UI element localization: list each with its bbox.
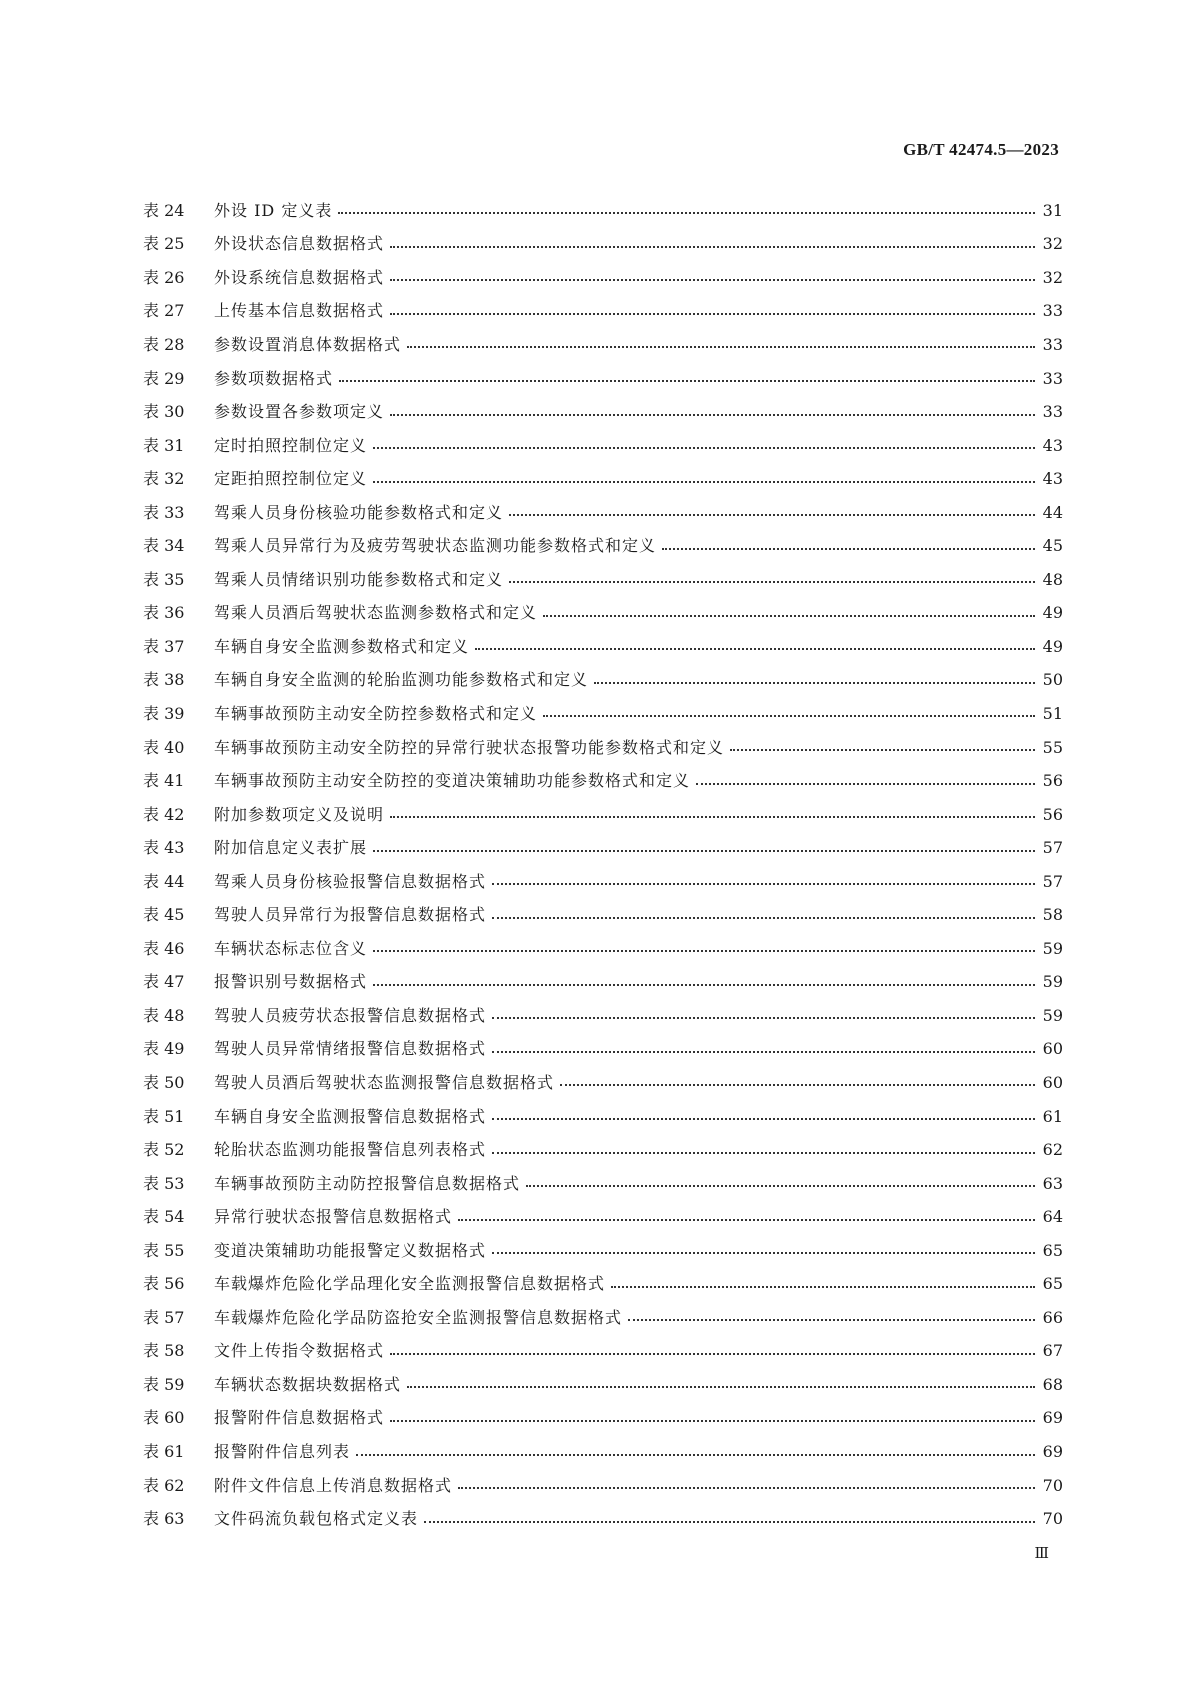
- toc-leader-dots: [526, 1184, 1035, 1187]
- toc-leader-dots: [390, 1419, 1035, 1422]
- toc-leader-dots: [730, 748, 1035, 751]
- toc-entry[interactable]: [143, 529, 1063, 563]
- toc-leader-dots: [475, 647, 1035, 650]
- toc-entry[interactable]: [143, 362, 1063, 396]
- toc-entry-title: 文件码流负载包格式定义表: [214, 1509, 419, 1529]
- toc-entry[interactable]: [143, 1335, 1063, 1369]
- toc-entry-title: 驾驶人员异常情绪报警信息数据格式: [214, 1039, 487, 1059]
- toc-entry-label: 表 37: [143, 636, 185, 656]
- toc-entry[interactable]: [143, 898, 1063, 932]
- toc-entry-page: 44: [1042, 502, 1063, 522]
- toc-entry-page: 57: [1042, 871, 1063, 891]
- toc-entry-label: 表 50: [143, 1072, 185, 1092]
- toc-entry-label: 表 35: [143, 569, 185, 589]
- toc-leader-dots: [458, 1486, 1035, 1489]
- toc-entry-label: 表 47: [143, 972, 185, 992]
- toc-entry-page: 33: [1042, 402, 1063, 422]
- toc-entry-title: 车辆自身安全监测参数格式和定义: [214, 636, 470, 656]
- toc-entry-title: 驾乘人员身份核验功能参数格式和定义: [214, 502, 504, 522]
- toc-leader-dots: [492, 1117, 1035, 1120]
- toc-leader-dots: [373, 949, 1035, 952]
- toc-entry-title: 外设状态信息数据格式: [214, 234, 385, 254]
- toc-entry-title: 上传基本信息数据格式: [214, 301, 385, 321]
- toc-leader-dots: [543, 714, 1035, 717]
- toc-entry-page: 59: [1042, 1005, 1063, 1025]
- toc-entry-label: 表 28: [143, 334, 185, 354]
- toc-leader-dots: [390, 278, 1035, 281]
- toc-entry-title: 驾乘人员情绪识别功能参数格式和定义: [214, 569, 504, 589]
- toc-entry-title: 附加参数项定义及说明: [214, 804, 385, 824]
- toc-entry-label: 表 26: [143, 267, 185, 287]
- toc-entry-label: 表 44: [143, 871, 185, 891]
- toc-entry-label: 表 46: [143, 938, 185, 958]
- toc-entry-page: 55: [1042, 737, 1063, 757]
- toc-leader-dots: [543, 614, 1035, 617]
- toc-entry-label: 表 30: [143, 402, 185, 422]
- toc-entry-title: 外设 ID 定义表: [214, 200, 333, 220]
- toc-entry-page: 67: [1042, 1341, 1063, 1361]
- toc-entry[interactable]: [143, 1469, 1063, 1503]
- toc-leader-dots: [373, 983, 1035, 986]
- toc-entry-title: 文件上传指令数据格式: [214, 1341, 385, 1361]
- toc-leader-dots: [424, 1520, 1035, 1523]
- toc-entry-title: 车辆自身安全监测报警信息数据格式: [214, 1106, 487, 1126]
- toc-entry-page: 63: [1042, 1173, 1063, 1193]
- toc-leader-dots: [390, 1352, 1035, 1355]
- toc-entry-label: 表 54: [143, 1207, 185, 1227]
- toc-entry[interactable]: [143, 462, 1063, 496]
- toc-entry-label: 表 53: [143, 1173, 185, 1193]
- toc-entry[interactable]: [143, 798, 1063, 832]
- toc-entry[interactable]: [143, 1033, 1063, 1067]
- toc-entry-label: 表 40: [143, 737, 185, 757]
- toc-entry-title: 附件文件信息上传消息数据格式: [214, 1475, 453, 1495]
- toc-leader-dots: [373, 446, 1035, 449]
- toc-entry-label: 表 59: [143, 1374, 185, 1394]
- toc-leader-dots: [492, 882, 1035, 885]
- toc-entry-title: 驾乘人员异常行为及疲劳驾驶状态监测功能参数格式和定义: [214, 536, 657, 556]
- toc-entry-label: 表 60: [143, 1408, 185, 1428]
- toc-entry[interactable]: [143, 764, 1063, 798]
- toc-entry[interactable]: [143, 228, 1063, 262]
- toc-entry-label: 表 33: [143, 502, 185, 522]
- toc-entry-title: 轮胎状态监测功能报警信息列表格式: [214, 1140, 487, 1160]
- toc-entry-label: 表 27: [143, 301, 185, 321]
- toc-entry-page: 68: [1042, 1374, 1063, 1394]
- toc-entry-page: 65: [1042, 1274, 1063, 1294]
- toc-entry-label: 表 51: [143, 1106, 185, 1126]
- toc-entry-page: 69: [1042, 1442, 1063, 1461]
- page-number: Ⅲ: [1034, 1546, 1049, 1562]
- toc-entry[interactable]: [143, 261, 1063, 295]
- toc-entry-page: 45: [1042, 536, 1063, 556]
- toc-entry-title: 车辆事故预防主动安全防控的变道决策辅助功能参数格式和定义: [214, 771, 691, 791]
- toc-leader-dots: [492, 1151, 1035, 1154]
- toc-entry[interactable]: [143, 496, 1063, 530]
- toc-entry-label: 表 48: [143, 1005, 185, 1025]
- toc-entry[interactable]: [143, 932, 1063, 966]
- toc-leader-dots: [492, 1016, 1035, 1019]
- toc-leader-dots: [492, 916, 1035, 919]
- toc-entry-page: 59: [1042, 972, 1063, 992]
- toc-entry-page: 65: [1042, 1240, 1063, 1260]
- toc-entry[interactable]: [143, 194, 1063, 228]
- toc-entry-title: 驾驶人员异常行为报警信息数据格式: [214, 905, 487, 925]
- toc-entry[interactable]: [143, 429, 1063, 463]
- toc-leader-dots: [390, 312, 1035, 315]
- toc-entry-label: 表 38: [143, 670, 185, 690]
- toc-leader-dots: [356, 1453, 1035, 1456]
- toc-entry[interactable]: [143, 563, 1063, 597]
- toc-entry-label: 表 57: [143, 1307, 185, 1327]
- toc-entry[interactable]: [143, 1200, 1063, 1234]
- toc-entry-page: 64: [1042, 1207, 1063, 1227]
- toc-entry-label: 表 63: [143, 1509, 185, 1529]
- toc-leader-dots: [696, 782, 1035, 785]
- toc-entry-label: 表 29: [143, 368, 185, 388]
- toc-leader-dots: [560, 1083, 1035, 1086]
- toc-leader-dots: [492, 1251, 1035, 1254]
- toc-entry-page: 61: [1042, 1106, 1063, 1126]
- toc-leader-dots: [662, 547, 1035, 550]
- toc-entry-label: 表 42: [143, 804, 185, 824]
- toc-leader-dots: [628, 1318, 1035, 1321]
- toc-leader-dots: [390, 815, 1035, 818]
- toc-entry-title: 附加信息定义表扩展: [214, 838, 368, 858]
- toc-entry[interactable]: [143, 1402, 1063, 1436]
- toc-entry[interactable]: [143, 1502, 1063, 1536]
- toc-entry-title: 车辆状态标志位含义: [214, 938, 368, 958]
- toc-entry-label: 表 24: [143, 200, 185, 220]
- toc-entry-page: 59: [1042, 938, 1063, 958]
- toc-entry-title: 外设系统信息数据格式: [214, 267, 385, 287]
- toc-entry-page: 58: [1042, 905, 1063, 925]
- toc-leader-dots: [458, 1218, 1035, 1221]
- toc-entry[interactable]: [143, 597, 1063, 631]
- toc-entry[interactable]: [143, 731, 1063, 765]
- toc-leader-dots: [407, 1385, 1035, 1388]
- toc-entry-title: 报警附件信息列表: [214, 1442, 351, 1461]
- toc-entry-page: 48: [1042, 569, 1063, 589]
- toc-entry[interactable]: [143, 1167, 1063, 1201]
- toc-entry[interactable]: [143, 328, 1063, 362]
- toc-leader-dots: [339, 379, 1035, 382]
- toc-entry-label: 表 43: [143, 838, 185, 858]
- table-of-contents: [143, 194, 1063, 1536]
- toc-entry[interactable]: [143, 865, 1063, 899]
- toc-entry-page: 43: [1042, 435, 1063, 455]
- toc-entry[interactable]: [143, 1133, 1063, 1167]
- toc-entry-page: 49: [1042, 636, 1063, 656]
- toc-leader-dots: [594, 681, 1035, 684]
- toc-entry-title: 车辆事故预防主动安全防控参数格式和定义: [214, 703, 538, 723]
- toc-entry-title: 参数设置消息体数据格式: [214, 334, 402, 354]
- toc-leader-dots: [338, 211, 1035, 214]
- toc-entry-page: 66: [1042, 1307, 1063, 1327]
- toc-entry-page: 33: [1042, 301, 1063, 321]
- toc-entry-title: 异常行驶状态报警信息数据格式: [214, 1207, 453, 1227]
- toc-leader-dots: [492, 1050, 1035, 1053]
- toc-entry-page: 60: [1042, 1072, 1063, 1092]
- document-code: GB/T 42474.5—2023: [903, 140, 1059, 159]
- toc-leader-dots: [390, 245, 1035, 248]
- toc-entry-page: 56: [1042, 771, 1063, 791]
- toc-entry-title: 变道决策辅助功能报警定义数据格式: [214, 1240, 487, 1260]
- toc-entry-page: 70: [1042, 1509, 1063, 1529]
- toc-entry-page: 32: [1042, 267, 1063, 287]
- toc-entry-label: 表 61: [143, 1442, 185, 1461]
- toc-entry-page: 33: [1042, 334, 1063, 354]
- toc-entry-label: 表 55: [143, 1240, 185, 1260]
- toc-entry-page: 43: [1042, 469, 1063, 489]
- toc-entry-page: 33: [1042, 368, 1063, 388]
- toc-leader-dots: [390, 413, 1035, 416]
- toc-entry-title: 驾乘人员身份核验报警信息数据格式: [214, 871, 487, 891]
- toc-entry-label: 表 45: [143, 905, 185, 925]
- toc-entry-label: 表 34: [143, 536, 185, 556]
- toc-leader-dots: [509, 513, 1035, 516]
- toc-entry[interactable]: [143, 999, 1063, 1033]
- toc-entry-title: 车辆状态数据块数据格式: [214, 1374, 402, 1394]
- toc-entry[interactable]: [143, 1234, 1063, 1268]
- toc-entry-page: 49: [1042, 603, 1063, 623]
- toc-entry-label: 表 58: [143, 1341, 185, 1361]
- toc-entry-title: 驾乘人员酒后驾驶状态监测参数格式和定义: [214, 603, 538, 623]
- toc-entry-title: 车辆事故预防主动防控报警信息数据格式: [214, 1173, 521, 1193]
- toc-entry-title: 参数项数据格式: [214, 368, 334, 388]
- toc-entry-title: 定时拍照控制位定义: [214, 435, 368, 455]
- toc-entry-title: 车载爆炸危险化学品理化安全监测报警信息数据格式: [214, 1274, 606, 1294]
- toc-leader-dots: [509, 580, 1035, 583]
- toc-entry-page: 51: [1042, 703, 1063, 723]
- toc-entry-label: 表 56: [143, 1274, 185, 1294]
- toc-entry-label: 表 52: [143, 1140, 185, 1160]
- toc-entry-page: 50: [1042, 670, 1063, 690]
- toc-entry[interactable]: [143, 630, 1063, 664]
- toc-leader-dots: [373, 849, 1035, 852]
- toc-entry-page: 69: [1042, 1408, 1063, 1428]
- toc-entry[interactable]: [143, 1100, 1063, 1134]
- toc-entry-title: 车辆自身安全监测的轮胎监测功能参数格式和定义: [214, 670, 589, 690]
- toc-entry-title: 车辆事故预防主动安全防控的异常行驶状态报警功能参数格式和定义: [214, 737, 725, 757]
- toc-leader-dots: [407, 345, 1035, 348]
- toc-entry-title: 参数设置各参数项定义: [214, 402, 385, 422]
- toc-entry-page: 57: [1042, 838, 1063, 858]
- toc-entry[interactable]: [143, 1268, 1063, 1302]
- toc-entry-title: 驾驶人员疲劳状态报警信息数据格式: [214, 1005, 487, 1025]
- toc-entry[interactable]: [143, 697, 1063, 731]
- toc-entry[interactable]: [143, 1435, 1063, 1469]
- toc-entry-label: 表 32: [143, 469, 185, 489]
- toc-entry-page: 32: [1042, 234, 1063, 254]
- toc-entry-title: 定距拍照控制位定义: [214, 469, 368, 489]
- toc-entry[interactable]: [143, 295, 1063, 329]
- toc-entry-page: 31: [1042, 200, 1063, 220]
- toc-entry-page: 62: [1042, 1140, 1063, 1160]
- toc-entry-label: 表 49: [143, 1039, 185, 1059]
- toc-entry-label: 表 31: [143, 435, 185, 455]
- toc-entry[interactable]: [143, 966, 1063, 1000]
- toc-entry-label: 表 39: [143, 703, 185, 723]
- toc-entry[interactable]: [143, 1368, 1063, 1402]
- toc-entry-label: 表 41: [143, 771, 185, 791]
- toc-entry[interactable]: [143, 1301, 1063, 1335]
- toc-entry-title: 报警附件信息数据格式: [214, 1408, 385, 1428]
- toc-entry-label: 表 36: [143, 603, 185, 623]
- toc-entry-page: 56: [1042, 804, 1063, 824]
- toc-entry-title: 报警识别号数据格式: [214, 972, 368, 992]
- toc-entry-title: 驾驶人员酒后驾驶状态监测报警信息数据格式: [214, 1072, 555, 1092]
- toc-entry[interactable]: [143, 831, 1063, 865]
- toc-entry[interactable]: [143, 1066, 1063, 1100]
- toc-entry-label: 表 62: [143, 1475, 185, 1495]
- toc-entry[interactable]: [143, 395, 1063, 429]
- toc-entry[interactable]: [143, 664, 1063, 698]
- toc-entry-page: 60: [1042, 1039, 1063, 1059]
- toc-entry-label: 表 25: [143, 234, 185, 254]
- toc-leader-dots: [611, 1285, 1035, 1288]
- toc-leader-dots: [373, 480, 1035, 483]
- toc-entry-title: 车载爆炸危险化学品防盗抢安全监测报警信息数据格式: [214, 1307, 623, 1327]
- toc-entry-page: 70: [1042, 1475, 1063, 1495]
